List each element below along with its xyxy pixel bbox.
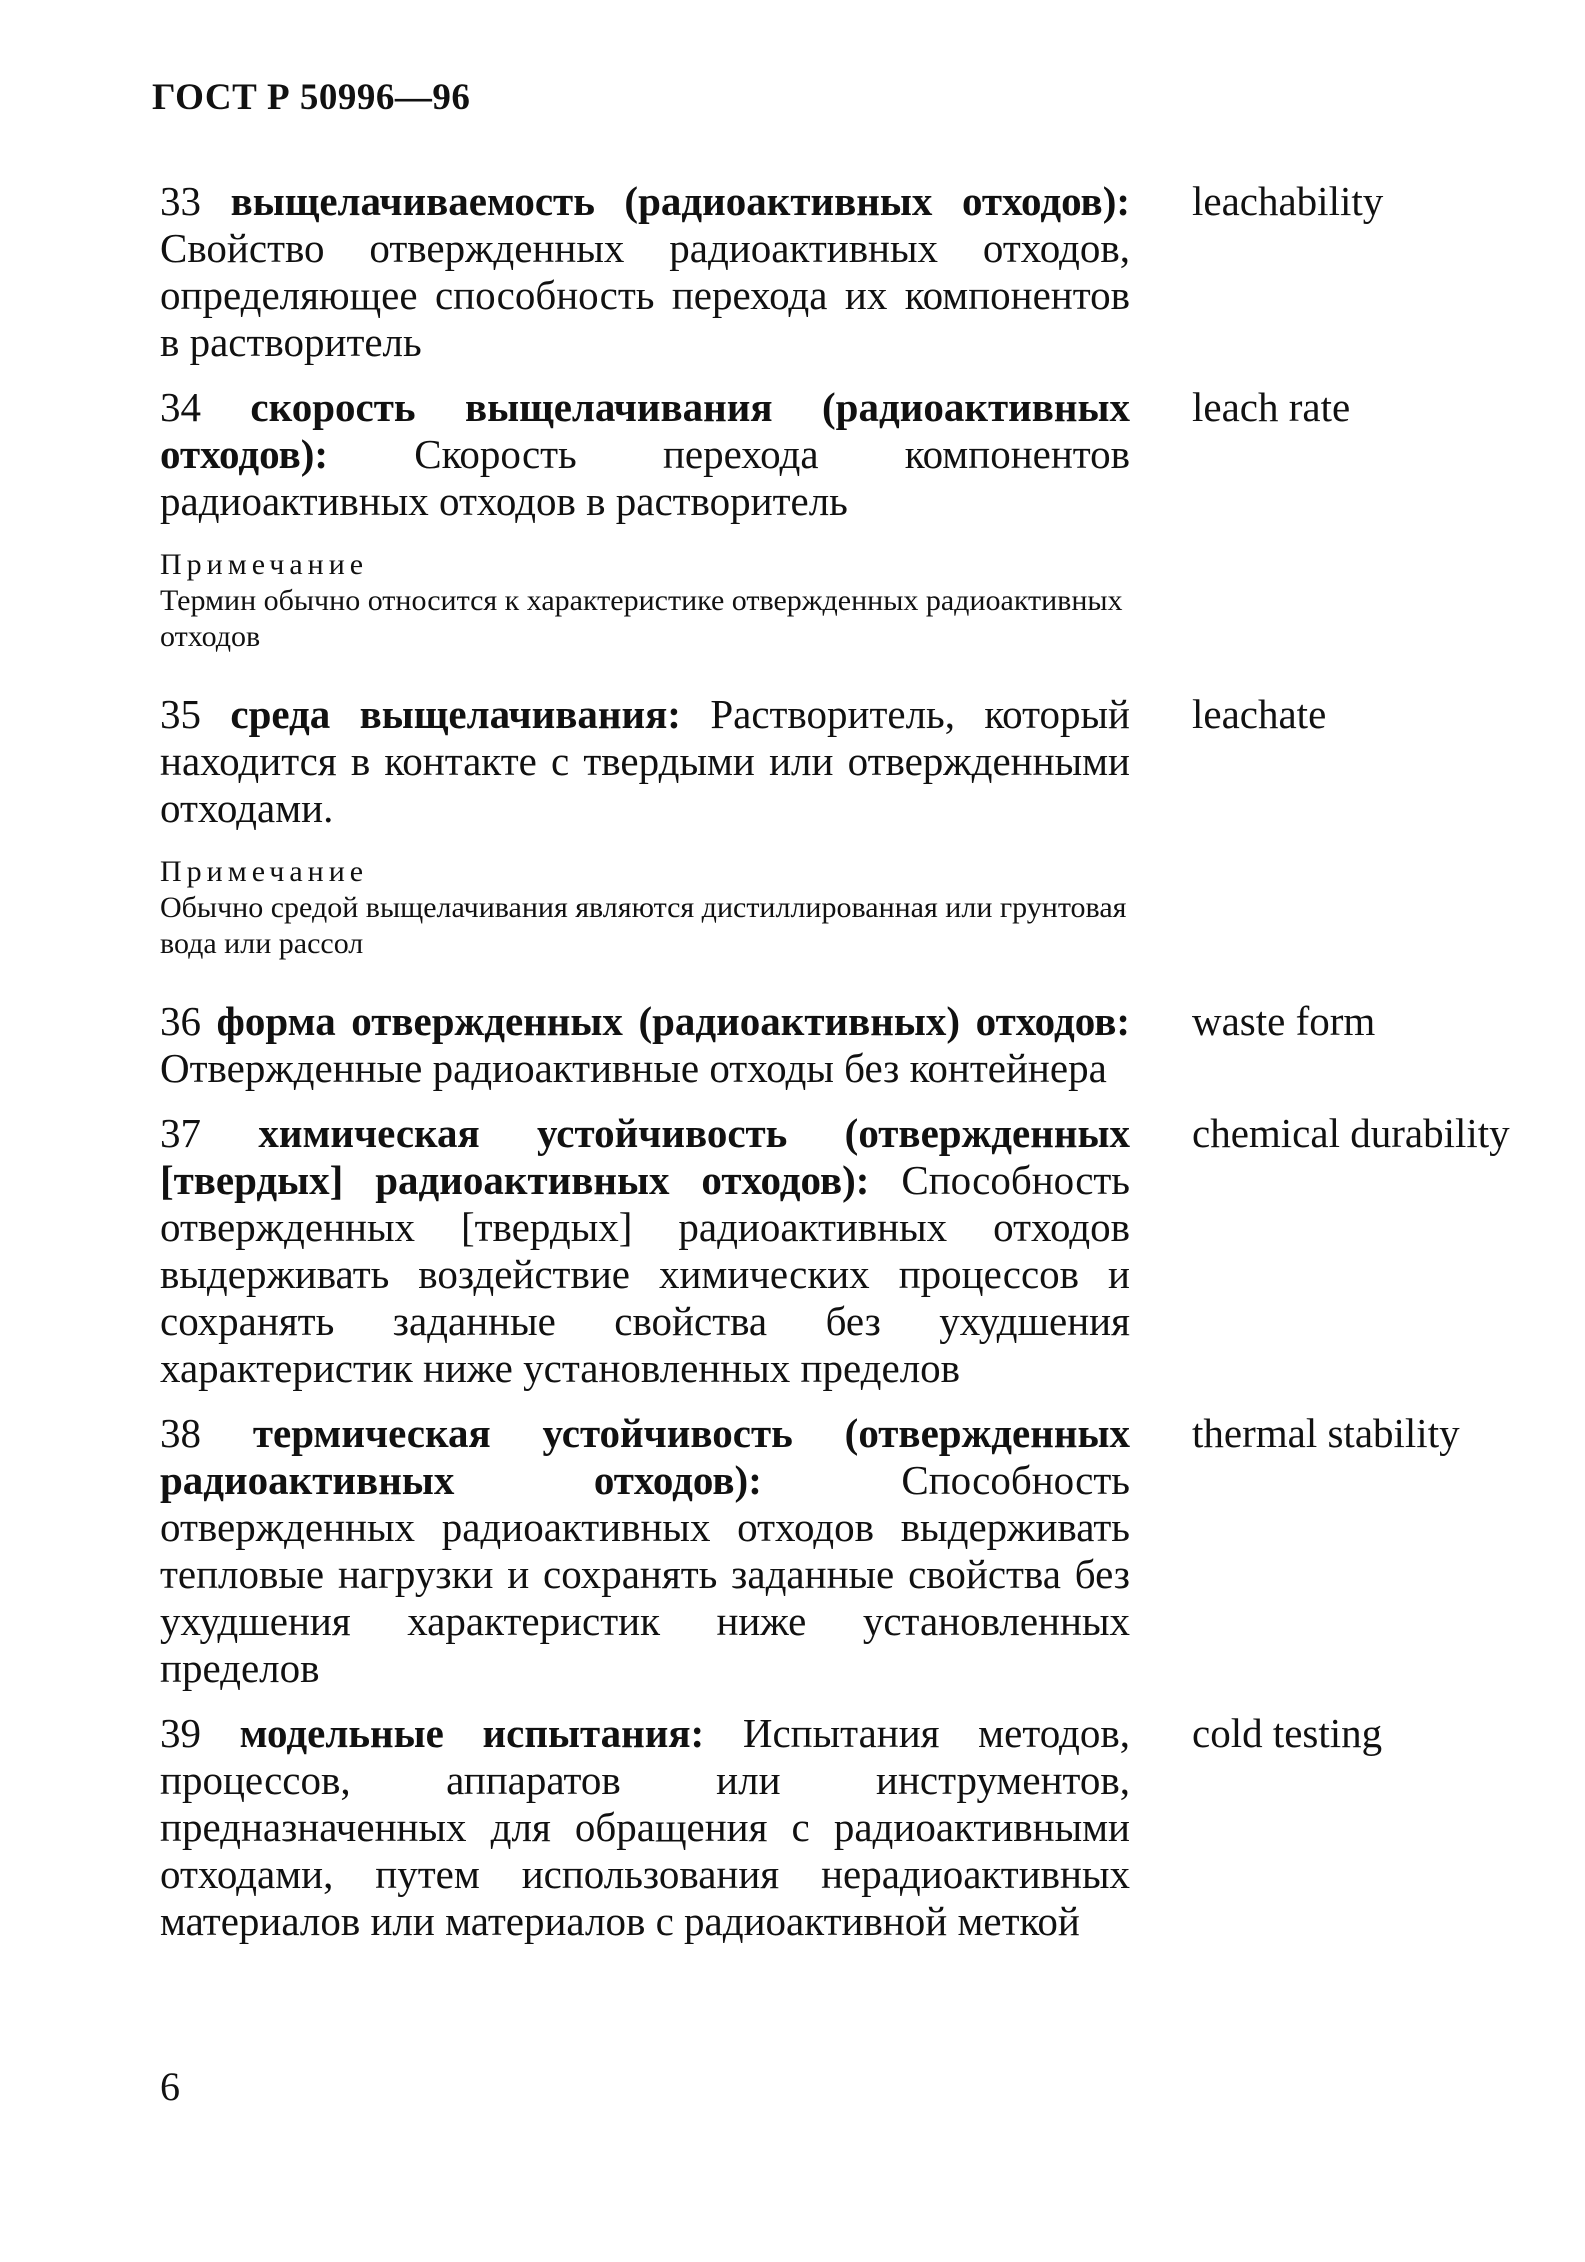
english-term: chemical durability <box>1192 1110 1510 1156</box>
term-number: 35 <box>160 691 201 737</box>
note-title: Примечание <box>160 855 369 888</box>
english-term: thermal stability <box>1192 1410 1460 1456</box>
term-definition: Свойство отвержденных радиоактивных отходов, определяющее способность перехода их компонентов в растворитель <box>160 225 1130 365</box>
term-definition: Испытания методов, процессов, аппаратов или инструментов, предназначенных для обращения с радиоактивными отходами, путем использования нерадиоактивных материалов или материалов с радиоактивной меткой <box>160 1710 1130 1944</box>
term-entry-34 <box>160 384 1560 525</box>
term-name: химическая устойчивость (отвержденных [твердых] радиоактивных отходов): <box>160 1110 1130 1203</box>
english-term: leachability <box>1192 178 1384 224</box>
english-term: leachate <box>1192 691 1327 737</box>
entry-text <box>160 691 1130 832</box>
page-number: 6 <box>160 2064 180 2109</box>
entry-text <box>160 1410 1130 1692</box>
term-name: модельные испытания: <box>239 1710 705 1756</box>
entry-text <box>160 998 1130 1092</box>
note-block <box>160 854 1130 962</box>
term-entry-36 <box>160 998 1560 1092</box>
note-title: Примечание <box>160 548 369 581</box>
term-definition: Отвержденные радиоактивные отходы без контейнера <box>160 1045 1107 1091</box>
note-text: Обычно средой выщелачивания являются дистиллированная или грунтовая вода или рассол <box>160 891 1127 960</box>
term-number: 33 <box>160 178 201 224</box>
term-entry-35 <box>160 691 1560 832</box>
english-term: cold testing <box>1192 1710 1383 1756</box>
term-entry-37 <box>160 1110 1560 1392</box>
term-definition: Скорость перехода компонентов радиоактивных отходов в растворитель <box>160 431 1131 524</box>
term-name: среда выщелачивания: <box>230 691 681 737</box>
term-number: 34 <box>160 384 201 430</box>
term-name: форма отвержденных (радиоактивных) отходов: <box>216 998 1130 1044</box>
term-name: выщелачиваемость (радиоактивных отходов): <box>230 178 1130 224</box>
entry-text <box>160 1110 1130 1392</box>
entry-text <box>160 1710 1130 1945</box>
term-name: термическая устойчивость (отвержденных радиоактивных отходов): <box>160 1410 1130 1503</box>
english-term: leach rate <box>1192 384 1351 430</box>
term-number: 39 <box>160 1710 201 1756</box>
terms-list <box>160 178 1560 1945</box>
entry-text <box>160 178 1130 366</box>
document-code: ГОСТ Р 50996—96 <box>152 77 471 118</box>
term-number: 37 <box>160 1110 201 1156</box>
term-entry-39 <box>160 1710 1560 1945</box>
entry-text <box>160 384 1130 525</box>
term-number: 38 <box>160 1410 201 1456</box>
term-name: скорость выщелачивания (радиоактивных отходов): <box>160 384 1130 477</box>
term-number: 36 <box>160 998 201 1044</box>
term-definition: Растворитель, который находится в контакте с твердыми или отвержденными отходами. <box>160 691 1131 831</box>
term-definition: Способность отвержденных [твердых] радиоактивных отходов выдерживать воздействие химических процессов и сохранять заданные свойства без ухудшения характеристик ниже установленных пределов <box>160 1157 1131 1391</box>
term-entry-38 <box>160 1410 1560 1692</box>
note-block <box>160 547 1130 655</box>
note-text: Термин обычно относится к характеристике отвержденных радиоактивных отходов <box>160 584 1123 653</box>
term-definition: Способность отвержденных радиоактивных отходов выдерживать тепловые нагрузки и сохранять заданные свойства без ухудшения характеристик ниже установленных пределов <box>160 1457 1130 1691</box>
term-entry-33 <box>160 178 1560 366</box>
english-term: waste form <box>1192 998 1376 1044</box>
